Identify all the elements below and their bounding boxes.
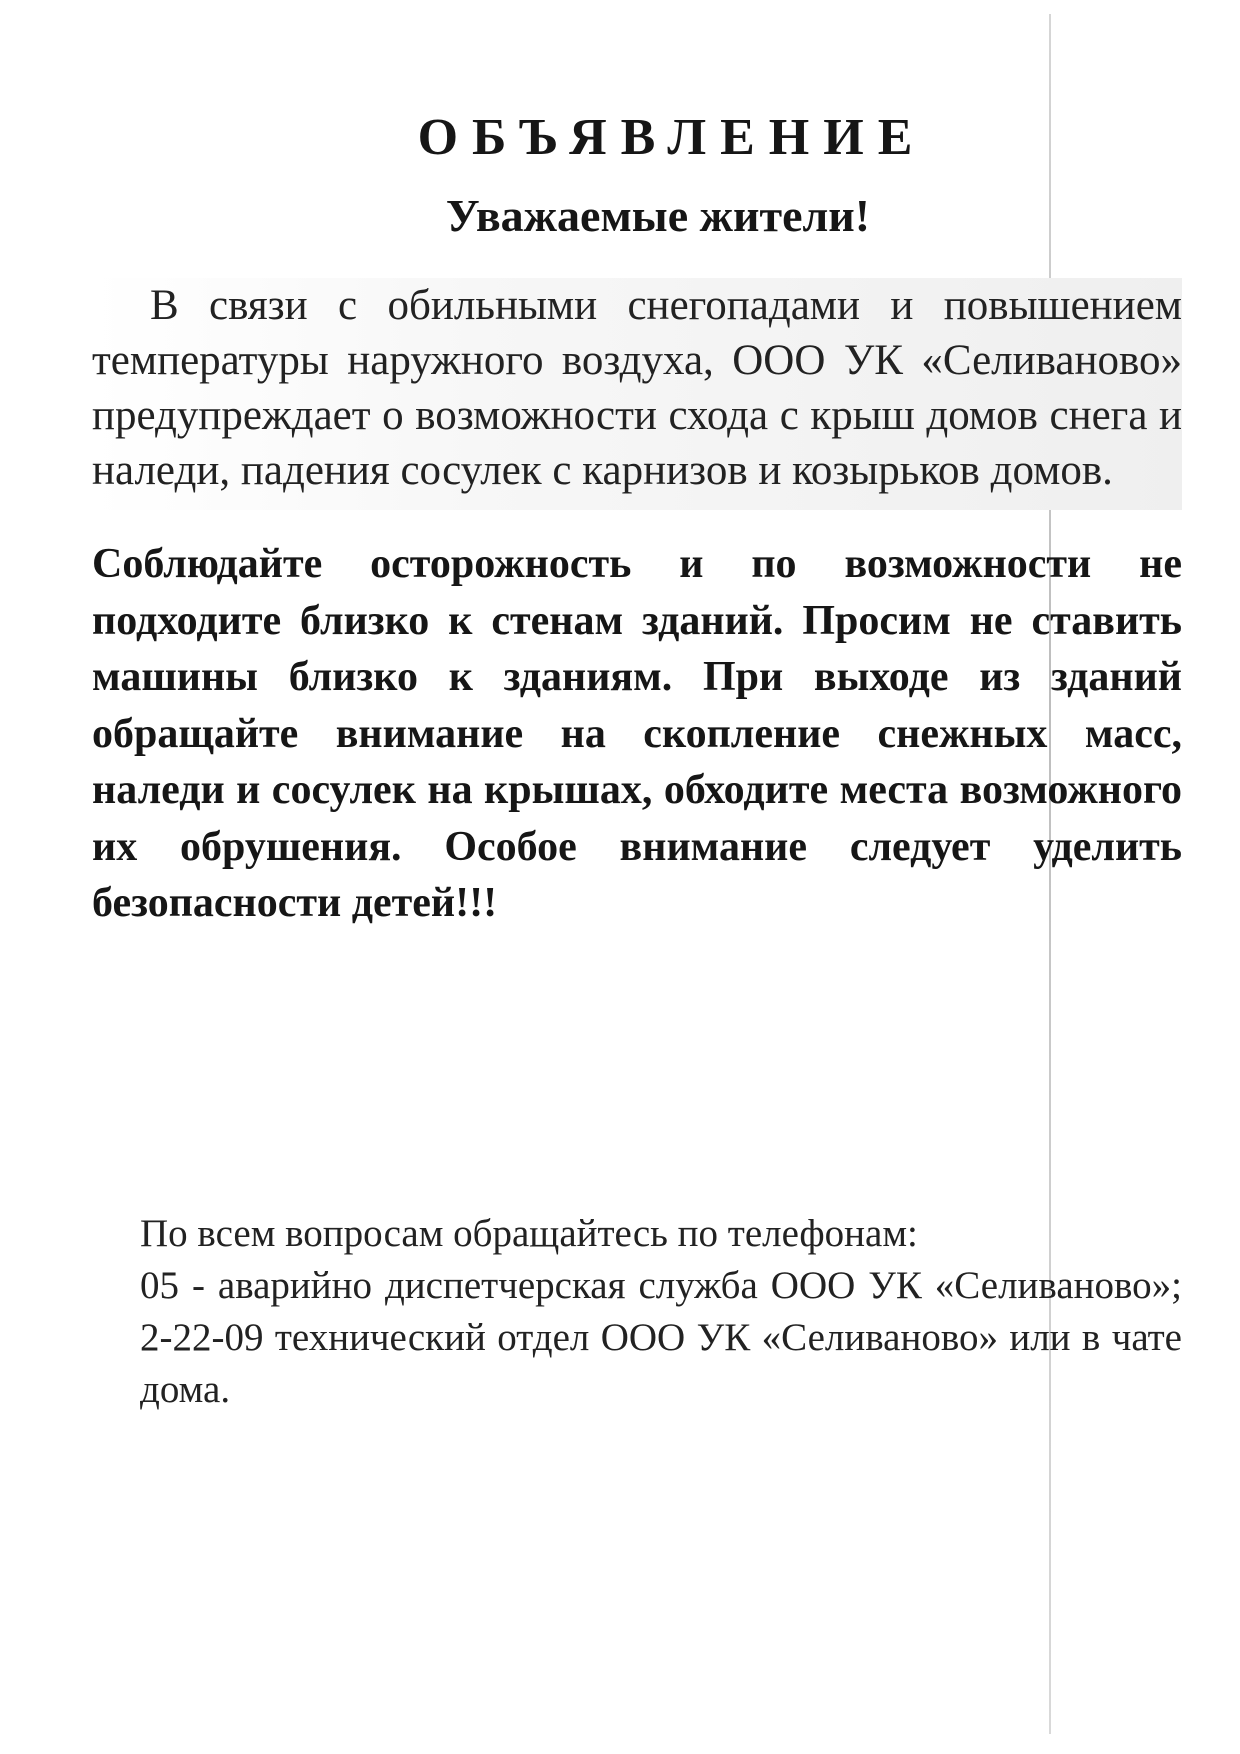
announcement-page: [92, 100, 1182, 932]
contacts-details: 05 - аварийно диспетчерская служба ООО УК «Селиваново»; 2-22-09 технический отдел ООО УК «Селиваново» или в чате дома.: [140, 1264, 1182, 1411]
contacts-section: [140, 1208, 1182, 1416]
contacts-intro: По всем вопросам обращайтесь по телефонам:: [140, 1212, 918, 1255]
notice-paragraph: В связи с обильными снегопадами и повышением температуры наружного воздуха, ООО УК «Селиваново» предупреждает о возможности схода с крыш домов снега и наледи, падения сосулек с карнизов и козырьков домов.: [92, 282, 1182, 494]
notice-block: [92, 278, 1182, 510]
greeting-heading: Уважаемые жители!: [445, 190, 871, 241]
announcement-title: ОБЪЯВЛЕНИЕ: [417, 109, 927, 166]
warning-paragraph: Соблюдайте осторожность и по возможности не подходите близко к стенам зданий. Просим не ставить машины близко к зданиям. При выходе из зданий обращайте внимание на скопление снежных масс, наледи и сосулек на крышах, обходите места возможного их обрушения. Особое внимание следует уделить безопасности детей!!!: [92, 541, 1182, 926]
